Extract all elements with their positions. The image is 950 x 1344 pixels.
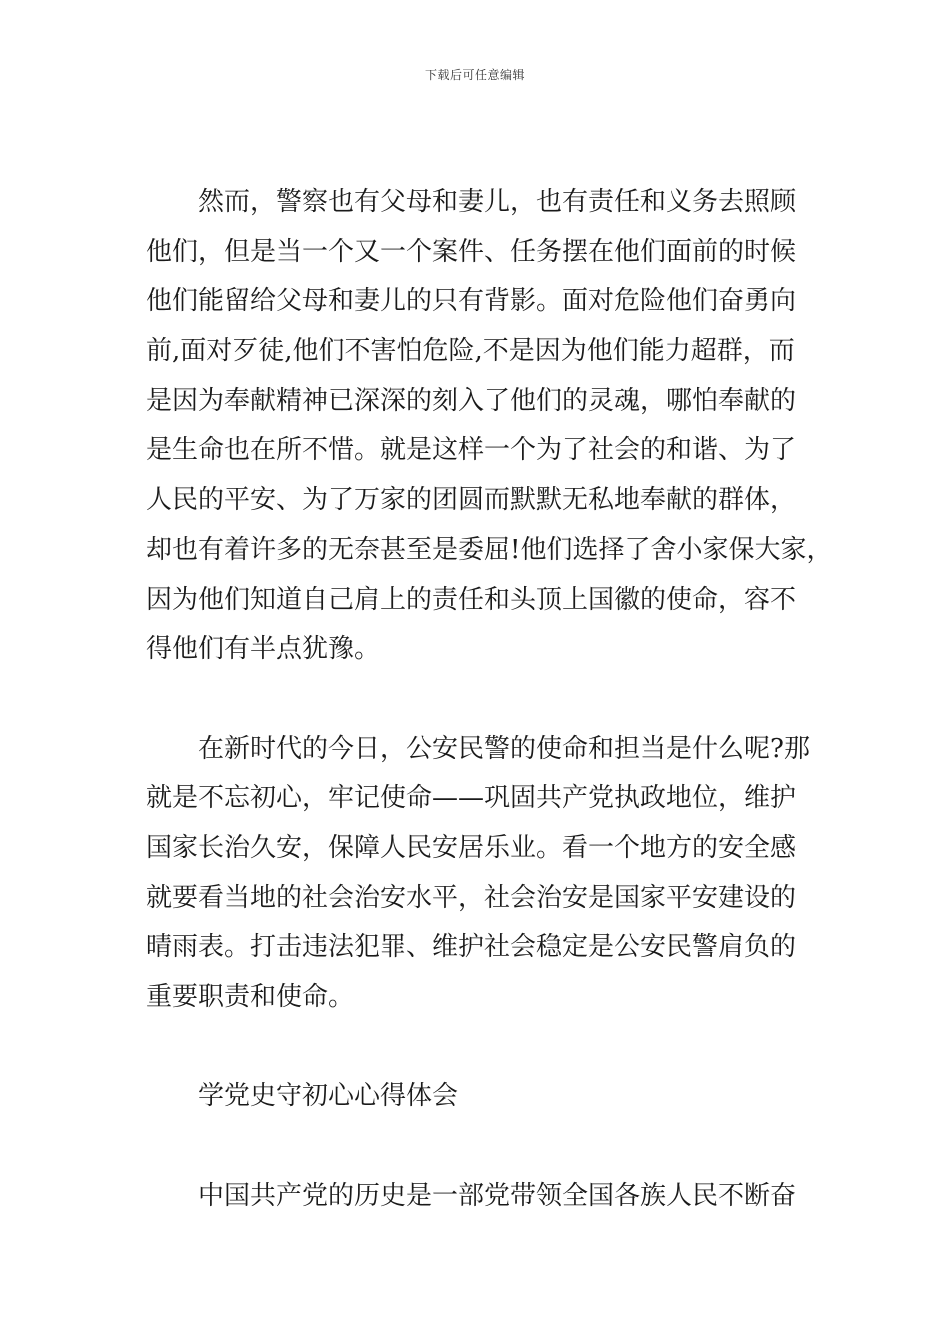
text-line: 得他们有半点犹豫。	[146, 634, 381, 665]
text-line: 就是不忘初心，牢记使命——巩固共产党执政地位，维护	[146, 783, 797, 814]
paragraph-gap	[146, 1023, 808, 1073]
text-line: 因为他们知道自己肩上的责任和头顶上国徽的使命，容不	[146, 584, 797, 615]
text-line: 是生命也在所不惜。就是这样一个为了社会的和谐、为了	[146, 435, 797, 466]
text-line: 他们能留给父母和妻儿的只有背影。面对危险他们奋勇向	[146, 286, 797, 317]
text-line: 他们，但是当一个又一个案件、任务摆在他们面前的时候	[146, 236, 797, 267]
text-line: 人民的平安、为了万家的团圆而默默无私地奉献的群体，	[146, 485, 797, 516]
paragraph	[146, 178, 833, 675]
text-line: 是因为奉献精神已深深的刻入了他们的灵魂，哪怕奉献的	[146, 385, 797, 416]
paragraph	[146, 725, 808, 1023]
text-line: 在新时代的今日，公安民警的使命和担当是什么呢?那	[198, 733, 810, 764]
heading-line: 学党史守初心心得体会	[198, 1081, 459, 1112]
text-line: 重要职责和使命。	[146, 982, 355, 1012]
text-line: 国家长治久安，保障人民安居乐业。看一个地方的安全感	[146, 832, 797, 863]
page-header: 下载后可任意编辑	[424, 68, 525, 82]
text-line: 就要看当地的社会治安水平，社会治安是国家平安建设的	[146, 882, 797, 913]
text-line: 晴雨表。打击违法犯罪、维护社会稳定是公安民警肩负的	[146, 932, 797, 963]
section-heading	[146, 1072, 808, 1122]
document-body	[146, 178, 833, 1221]
text-line: 中国共产党的历史是一部党带领全国各族人民不断奋	[198, 1180, 797, 1211]
paragraph	[146, 1172, 808, 1222]
paragraph-gap	[146, 1122, 808, 1172]
text-line: 前,面对歹徒,他们不害怕危险,不是因为他们能力超群，而	[146, 336, 795, 367]
paragraph-gap	[146, 675, 808, 725]
text-line: 却也有着许多的无奈甚至是委屈!他们选择了舍小家保大家，	[146, 534, 833, 565]
text-line: 然而，警察也有父母和妻儿，也有责任和义务去照顾	[198, 187, 797, 217]
